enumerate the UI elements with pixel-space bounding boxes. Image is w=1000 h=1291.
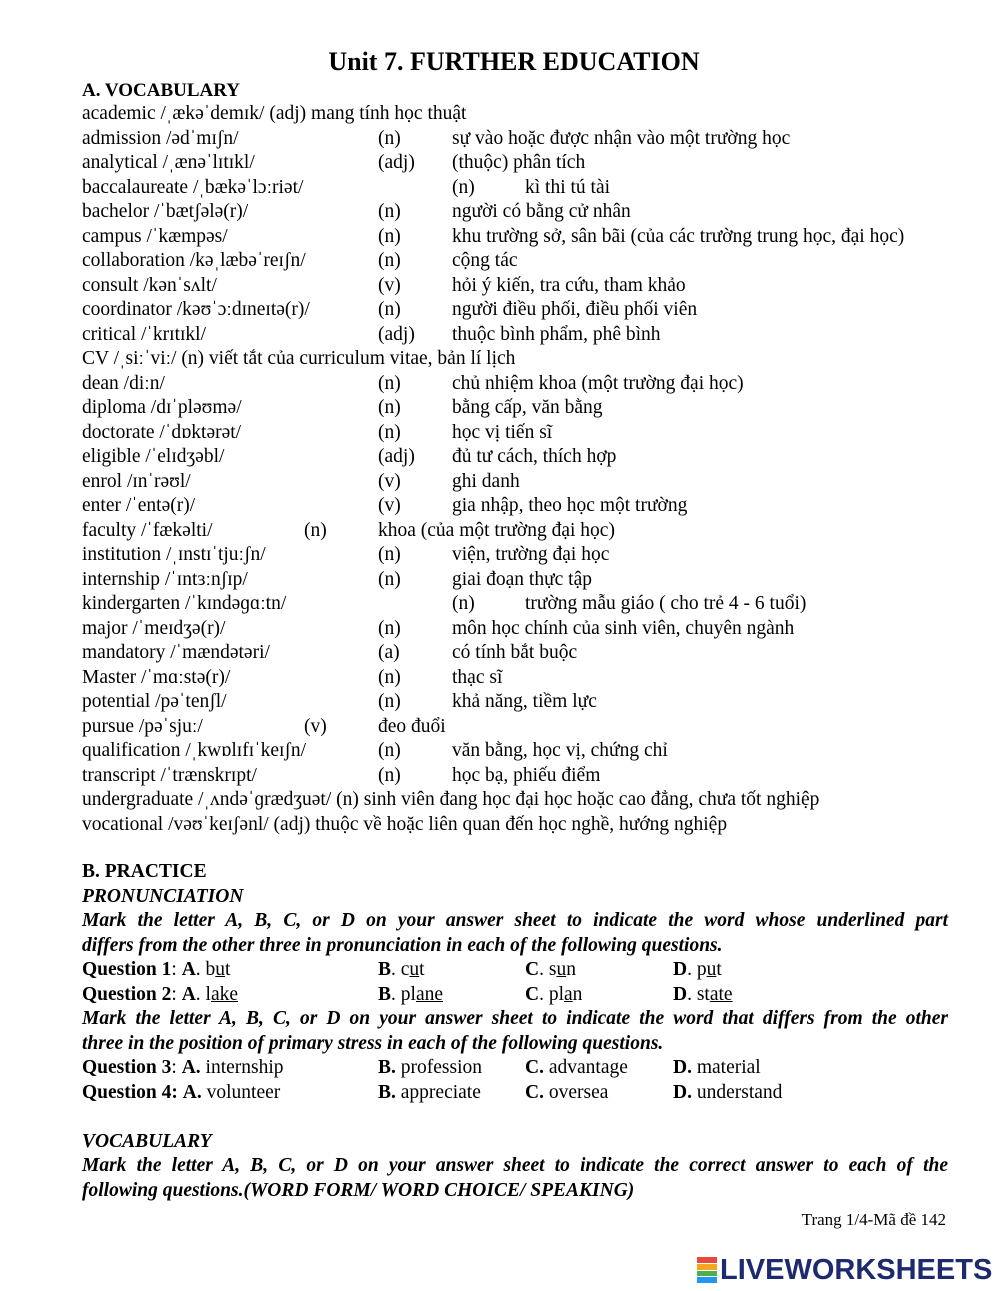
vocab-part-of-speech: (adj) (378, 152, 415, 173)
vocab-row (82, 298, 982, 323)
vocab-part-of-speech: (adj) (378, 323, 415, 345)
vocab-entry: CV /ˌsiːˈviː/ (n) viết tắt của curriculum vitae, bản lí lịch (82, 348, 516, 369)
pronunciation-instruction-line1: Mark the letter A, B, C, or D on your answer sheet to indicate the word whose underlined part (82, 910, 948, 931)
vocab-meaning: thạc sĩ (452, 666, 503, 688)
question-4-option-c: oversea (548, 1081, 609, 1103)
vocab-row (82, 519, 982, 544)
vocab-meaning: học bạ, phiếu điểm (452, 764, 601, 786)
vocab-word: Master /ˈmɑːstə(r)/ (82, 666, 231, 688)
vocab-part-of-speech: (n) (378, 740, 401, 761)
vocab-row (82, 396, 982, 421)
vocab-word: eligible /ˈelɪdʒəbl/ (82, 446, 225, 467)
vocab-part-of-speech: (n) (452, 176, 475, 198)
vocab-part-of-speech: (n) (378, 421, 401, 443)
vocab-word: coordinator /kəʊˈɔːdɪneɪtə(r)/ (82, 299, 310, 320)
pronunciation-heading: PRONUNCIATION (82, 885, 244, 907)
vocab-meaning: có tính bắt buộc (452, 642, 578, 663)
vocab-meaning: (thuộc) phân tích (452, 152, 586, 173)
vocabulary-instruction-line2: following questions.(WORD FORM/ WORD CHOICE/ SPEAKING) (82, 1179, 635, 1201)
page-footer: Trang 1/4-Mã đề 142 (801, 1210, 946, 1229)
vocab-part-of-speech: (v) (378, 495, 401, 516)
vocab-row (82, 592, 982, 617)
vocab-part-of-speech: (v) (378, 470, 401, 492)
vocab-meaning: khoa (của một trường đại học) (378, 519, 615, 541)
vocabulary-list (82, 102, 982, 837)
vocab-meaning: người điều phối, điều phối viên (452, 299, 698, 320)
q1-label: Question 1 (82, 959, 172, 980)
vocab-meaning: người có bằng cử nhân (452, 201, 631, 222)
vocab-part-of-speech: (n) (452, 593, 475, 614)
vocab-row (82, 200, 982, 225)
question-2 (82, 983, 948, 1008)
vocab-meaning: môn học chính của sinh viên, chuyên ngành (452, 617, 795, 639)
page-title: Unit 7. FURTHER EDUCATION (328, 47, 700, 76)
q2-option-a: Question 2: A. lake (82, 983, 239, 1005)
vocab-row (82, 543, 982, 568)
question-3-option-c: advantage (548, 1057, 628, 1078)
pronunciation-instruction-line2: differs from the other three in pronunciation in each of the following questions. (82, 934, 723, 956)
vocab-word: enter /ˈentə(r)/ (82, 495, 196, 516)
vocab-meaning: sự vào hoặc được nhận vào một trường học (452, 127, 791, 149)
vocab-meaning: kì thi tú tài (525, 176, 611, 198)
question-4-option-a: volunteer (206, 1081, 281, 1103)
vocab-part-of-speech: (v) (304, 715, 327, 737)
vocab-meaning: bằng cấp, văn bằng (452, 397, 603, 418)
vocab-meaning: đủ tư cách, thích hợp (452, 446, 617, 467)
vocab-word: doctorate /ˈdɒktərət/ (82, 421, 242, 443)
vocab-part-of-speech: (n) (378, 225, 401, 247)
vocab-meaning: trường mẫu giáo ( cho trẻ 4 - 6 tuổi) (525, 593, 807, 614)
question-1 (82, 958, 948, 983)
vocab-row (82, 739, 982, 764)
vocab-meaning: cộng tác (452, 250, 518, 271)
vocab-word: enrol /ɪnˈrəʊl/ (82, 470, 191, 492)
vocab-row (82, 690, 982, 715)
vocab-meaning: viện, trường đại học (452, 544, 610, 565)
vocab-row (82, 127, 982, 152)
vocab-meaning: thuộc bình phẩm, phê bình (452, 323, 661, 345)
vocab-word: faculty /ˈfækəlti/ (82, 519, 213, 541)
q1-option-d: D. put (673, 959, 722, 980)
liveworksheets-wordmark: LIVEWORKSHEETS (720, 1253, 993, 1286)
vocab-word: baccalaureate /ˌbækəˈlɔːriət/ (82, 176, 304, 198)
liveworksheets-brand (697, 1255, 992, 1285)
vocab-meaning: gia nhập, theo học một trường (452, 495, 688, 516)
vocab-part-of-speech: (n) (378, 691, 401, 712)
q1-option-a: Question 1: A. but (82, 959, 231, 980)
vocab-part-of-speech: (n) (378, 617, 401, 639)
vocab-row (82, 445, 982, 470)
section-a-heading: A. VOCABULARY (82, 80, 241, 101)
vocab-meaning: ghi danh (452, 470, 520, 492)
vocab-word: internship /ˈɪntɜːnʃɪp/ (82, 568, 248, 590)
vocab-meaning: học vị tiến sĩ (452, 421, 553, 443)
vocab-part-of-speech: (v) (378, 274, 401, 296)
q2-label: Question 2 (82, 983, 172, 1005)
vocab-row (82, 347, 982, 372)
vocab-word: kindergarten /ˈkɪndəɡɑːtn/ (82, 593, 287, 614)
vocab-part-of-speech: (n) (378, 666, 401, 688)
vocab-part-of-speech: (n) (378, 568, 401, 590)
vocab-part-of-speech: (adj) (378, 446, 415, 467)
vocab-word: admission /ədˈmɪʃn/ (82, 127, 239, 149)
vocab-word: dean /diːn/ (82, 372, 165, 394)
q2-option-b: B. plane (378, 983, 443, 1005)
question-4: Question 4: A. volunteer B. appreciate C. oversea D. understand (82, 1081, 783, 1103)
vocab-row (82, 102, 982, 127)
practice-section (82, 860, 948, 1203)
vocab-entry: vocational /vəʊˈkeɪʃənl/ (adj) thuộc về hoặc liên quan đến học nghề, hướng nghiệp (82, 813, 728, 835)
vocab-part-of-speech: (a) (378, 642, 400, 663)
question-4-option-d: understand (696, 1081, 783, 1103)
vocab-word: mandatory /ˈmændətəri/ (82, 642, 270, 663)
vocab-word: diploma /dɪˈpləʊmə/ (82, 397, 242, 418)
vocab-meaning: đeo đuổi (378, 715, 446, 737)
vocab-meaning: khả năng, tiềm lực (452, 691, 597, 712)
q1-option-b: B. cut (378, 959, 425, 980)
q1-option-c: C. sun (525, 959, 576, 980)
vocab-meaning: văn bằng, học vị, chứng chỉ (452, 740, 668, 761)
vocab-row (82, 249, 982, 274)
vocab-part-of-speech: (n) (378, 764, 401, 786)
vocab-row (82, 225, 982, 250)
vocab-word: pursue /pəˈsjuː/ (82, 715, 203, 737)
vocab-word: campus /ˈkæmpəs/ (82, 225, 228, 247)
vocab-part-of-speech: (n) (378, 201, 401, 222)
vocab-row (82, 568, 982, 593)
vocab-meaning: giai đoạn thực tập (452, 568, 592, 590)
vocab-word: institution /ˌɪnstɪˈtjuːʃn/ (82, 544, 266, 565)
vocab-part-of-speech: (n) (378, 299, 401, 320)
vocab-row (82, 715, 982, 740)
vocab-part-of-speech: (n) (378, 372, 401, 394)
vocab-word: qualification /ˌkwɒlɪfɪˈkeɪʃn/ (82, 740, 307, 761)
vocab-row (82, 617, 982, 642)
question-4-option-b: appreciate (400, 1081, 481, 1103)
vocab-row (82, 176, 982, 201)
vocab-word: transcript /ˈtrænskrɪpt/ (82, 764, 257, 786)
vocab-row (82, 274, 982, 299)
vocab-part-of-speech: (n) (378, 397, 401, 418)
vocab-row (82, 470, 982, 495)
question-3-option-a: internship (205, 1057, 284, 1078)
vocab-word: bachelor /ˈbætʃələ(r)/ (82, 201, 249, 222)
question-3-option-d: material (696, 1057, 761, 1078)
vocab-row (82, 764, 982, 789)
section-b-heading: B. PRACTICE (82, 861, 207, 882)
question-3: Question 3: A. internship B. profession C. advantage D. material (82, 1057, 761, 1078)
vocab-row (82, 788, 982, 813)
vocab-entry: undergraduate /ˌʌndəˈɡrædʒuət/ (n) sinh viên đang học đại học hoặc cao đẳng, chưa tốt nghiệp (82, 789, 820, 810)
question-3-option-b: profession (400, 1057, 483, 1078)
question-4-label: Question 4: (82, 1081, 178, 1103)
vocab-word: collaboration /kəˌlæbəˈreɪʃn/ (82, 250, 306, 271)
q2-option-d: D. state (673, 983, 733, 1005)
vocab-word: critical /ˈkrɪtɪkl/ (82, 323, 206, 345)
vocab-row (82, 151, 982, 176)
vocab-part-of-speech: (n) (378, 127, 401, 149)
q2-option-c: C. plan (525, 983, 583, 1005)
question-3-label: Question 3 (82, 1057, 172, 1078)
vocab-part-of-speech: (n) (378, 544, 401, 565)
vocab-word: potential /pəˈtenʃl/ (82, 691, 227, 712)
stress-instruction-line1: Mark the letter A, B, C, or D on your answer sheet to indicate the word that differs from the other (82, 1008, 948, 1029)
vocabulary-practice-heading: VOCABULARY (82, 1130, 212, 1152)
vocab-part-of-speech: (n) (378, 250, 401, 271)
vocab-row (82, 666, 982, 691)
vocab-row (82, 813, 982, 838)
vocab-row (82, 641, 982, 666)
liveworksheets-logo-icon (697, 1257, 717, 1283)
vocab-row (82, 372, 982, 397)
vocab-word: consult /kənˈsʌlt/ (82, 274, 217, 296)
vocab-row (82, 323, 982, 348)
vocabulary-instruction-line1: Mark the letter A, B, C, or D on your answer sheet to indicate the correct answer to each of the (82, 1155, 948, 1176)
vocab-meaning: hỏi ý kiến, tra cứu, tham khảo (452, 274, 686, 296)
stress-instruction-line2: three in the position of primary stress in each of the following questions. (82, 1032, 664, 1054)
vocab-row (82, 494, 982, 519)
vocab-part-of-speech: (n) (304, 519, 327, 541)
vocab-row (82, 421, 982, 446)
vocab-meaning: khu trường sở, sân bãi (của các trường trung học, đại học) (452, 225, 905, 247)
vocab-word: major /ˈmeɪdʒə(r)/ (82, 617, 226, 639)
vocab-word: analytical /ˌænəˈlɪtɪkl/ (82, 152, 255, 173)
vocab-meaning: chủ nhiệm khoa (một trường đại học) (452, 372, 744, 394)
vocab-entry: academic /ˌækəˈdemɪk/ (adj) mang tính học thuật (82, 103, 467, 124)
